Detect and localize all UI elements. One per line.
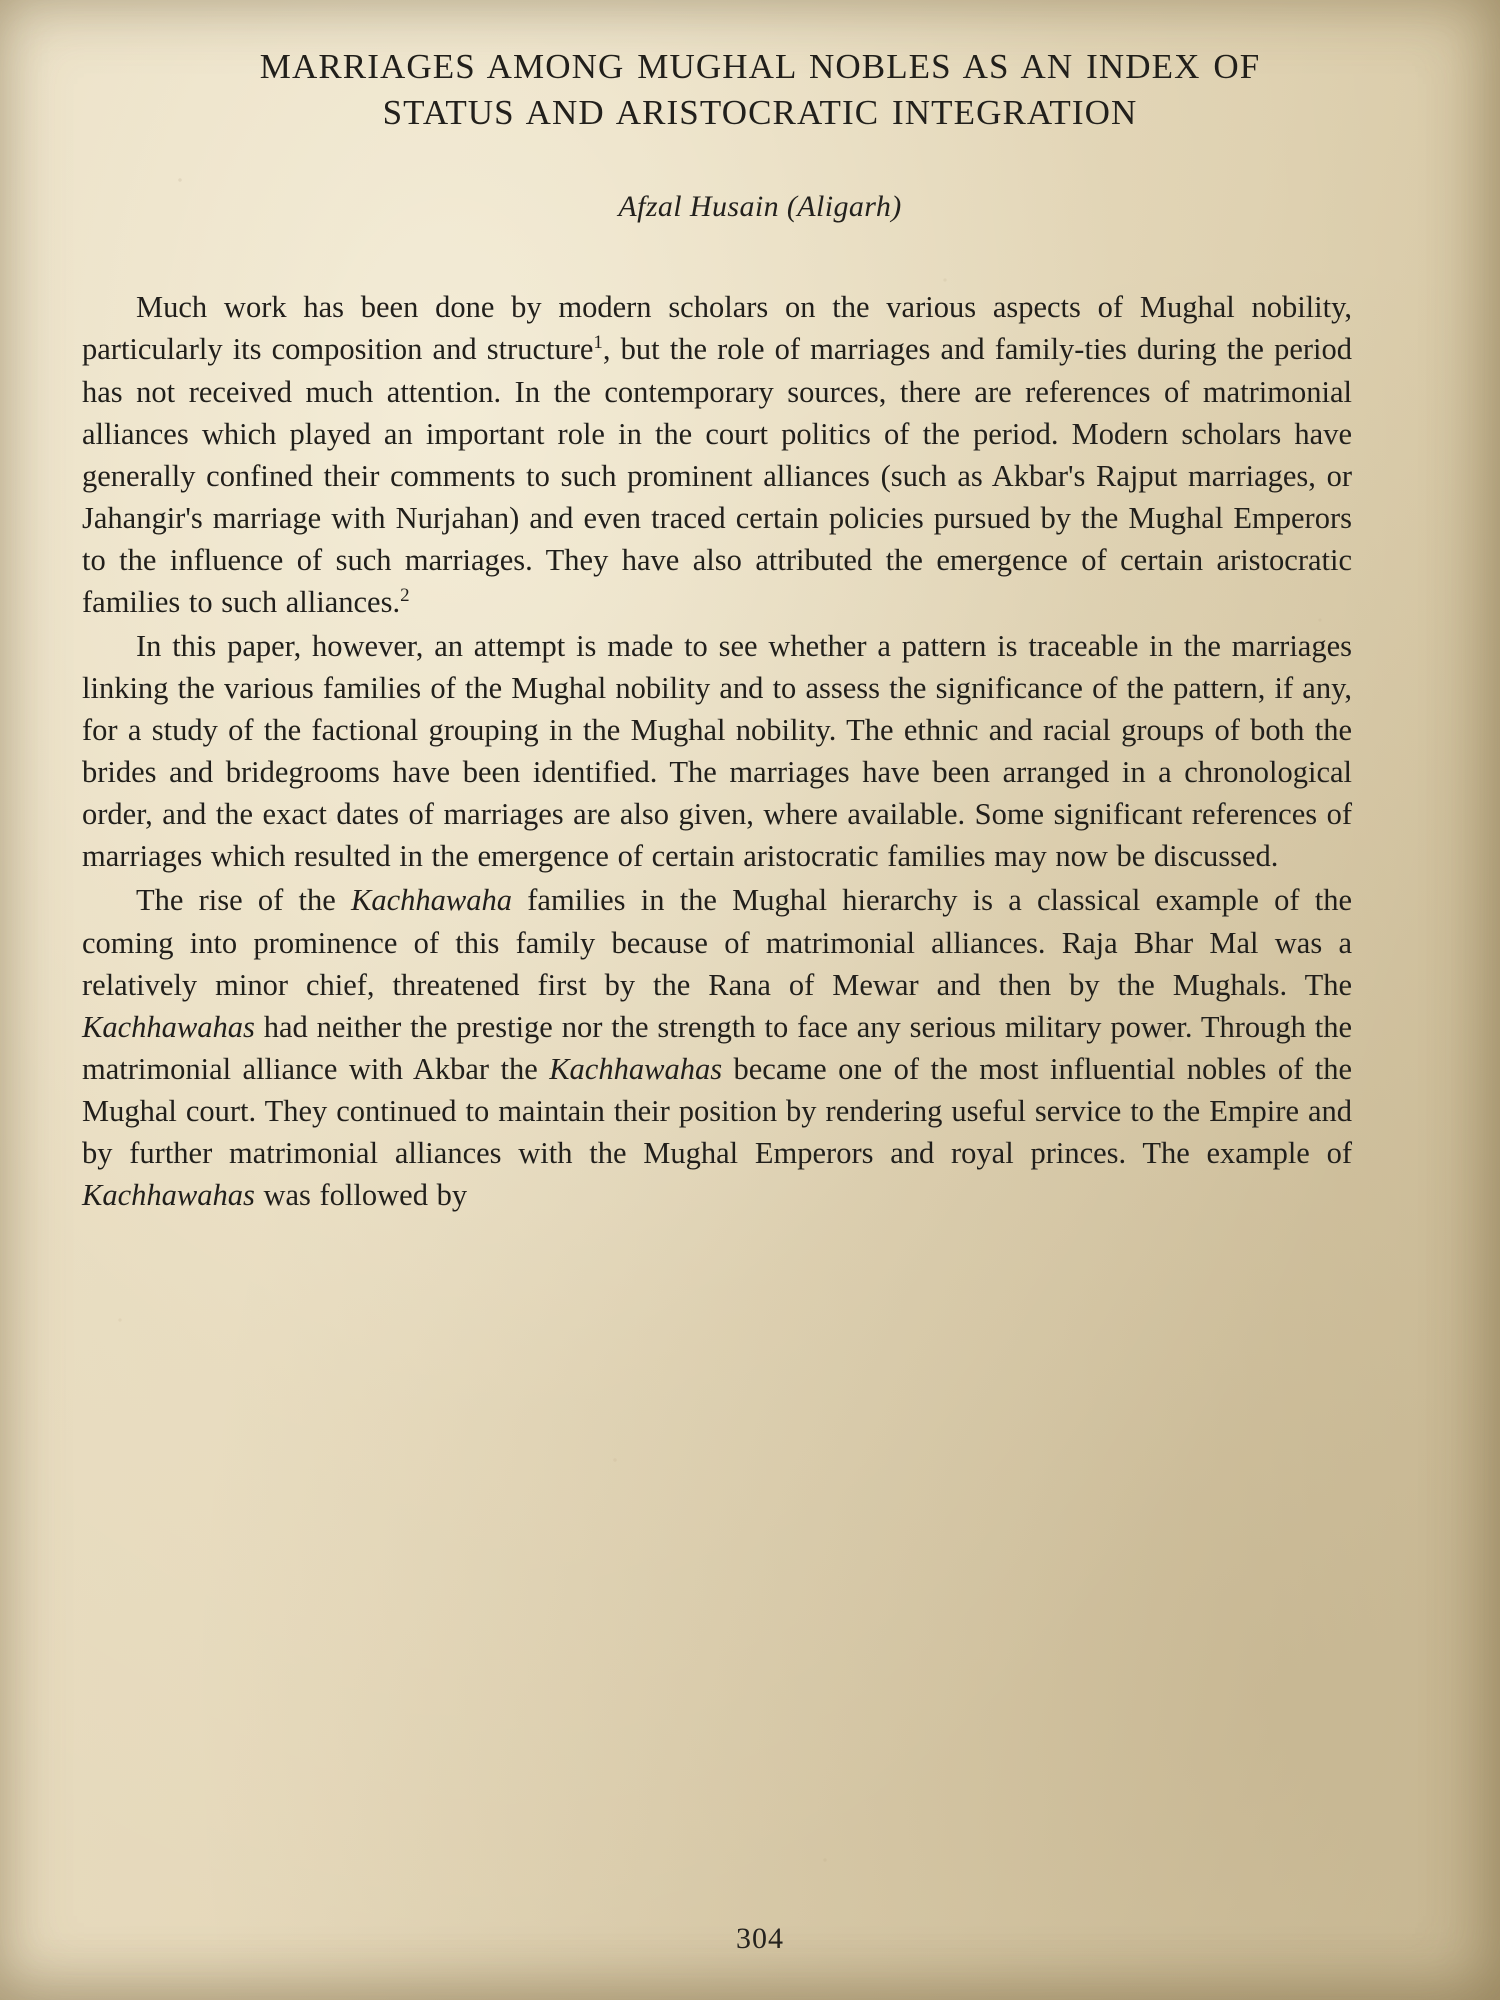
paragraph-3: The rise of the Kachhawaha families in the Mughal hierarchy is a classical example of the coming into prominence of this family because of matrimonial alliances. Raja Bhar Mal was a relatively minor chief, threatened first by the Rana of Mewar and then by the Mughals. The Kachhawahas had neither the prestige nor the strength to face any serious military power. Through the matrimonial alliance with Akbar the Kachhawahas became one of the most influential nobles of the Mughal court. They continued to maintain their position by rendering useful service to the Empire and by further matrimonial alliances with the Mughal Emperors and royal princes. The example of Kachhawahas was followed by — [82, 883, 1352, 1213]
article-title-line-1: MARRIAGES AMONG MUGHAL NOBLES AS AN INDEX OF — [259, 47, 1261, 86]
article-body — [82, 286, 1352, 1216]
paragraph-2: In this paper, however, an attempt is made to see whether a pattern is traceable in the marriages linking the various families of the Mughal nobility and to assess the significance of the pattern, if any, for a study of the factional grouping in the Mughal nobility. The ethnic and racial groups of both the brides and bridegrooms have been identified. The marriages have been arranged in a chronological order, and the exact dates of marriages are also given, where available. Some significant references of marriages which resulted in the emergence of certain aristocratic families may now be discussed. — [82, 629, 1352, 874]
paragraph-1: Much work has been done by modern scholars on the various aspects of Mughal nobility, particularly its composition and structure$^1$, but the role of marriages and family-ties during the period has not received much attention. In the contemporary sources, there are references of matrimonial alliances which played an important role in the court politics of the period. Modern scholars have generally confined their comments to such prominent alliances (such as Akbar's Rajput marriages, or Jahangir's marriage with Nurjahan) and even traced certain policies pursued by the Mughal Emperors to the influence of such marriages. They have also attributed the emergence of certain aristocratic families to such alliances.$^2$ — [82, 290, 1352, 619]
page-content — [60, 0, 1460, 2000]
article-title — [60, 44, 1460, 136]
author-byline: Afzal Husain (Aligarh) — [618, 190, 902, 224]
page-number: 304 — [736, 1922, 784, 1955]
article-title-line-2: STATUS AND ARISTOCRATIC INTEGRATION — [382, 93, 1138, 133]
